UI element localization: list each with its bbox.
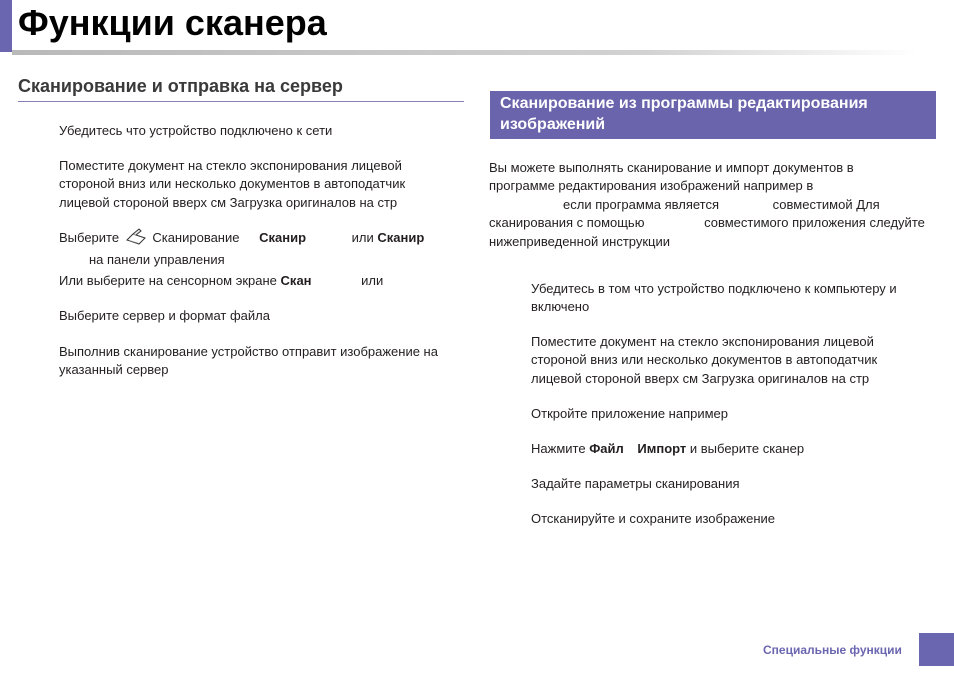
step-touchscreen [59,272,383,290]
title-divider [12,50,917,55]
text-fragment-bold: Импорт [637,441,687,456]
text-fragment: или [361,273,384,288]
text-line: указанный сервер [59,362,169,378]
step-open-app: Откройте приложение например [531,406,729,421]
text-fragment: или [351,230,374,245]
text-line: включено [531,299,590,315]
page-title: Функции сканера [18,2,327,43]
text-fragment: Или выберите на сенсорном экране [59,273,277,288]
heading-line: изображений [500,116,606,133]
text-fragment: сканирования с помощью [489,215,645,231]
text-fragment: Нажмите [531,441,586,456]
text-line: лицевой стороной вверх см Загрузка оригиналов на стр [59,194,398,210]
text-line: стороной вниз или несколько документов в автоподатчик [531,352,878,368]
heading-line: Сканирование из программы редактирования [500,95,868,112]
section-heading-image-editor [490,91,936,139]
text-line: Поместите документ на стекло экспонирования лицевой [531,334,874,349]
text-line: программе редактирования изображений например в [489,178,814,194]
step-select-scan [59,228,424,270]
text-fragment: совместимого приложения следуйте [704,215,925,231]
header-accent-bar [0,0,12,52]
text-fragment: совместимой Для [772,196,880,212]
page-number-box [919,633,954,666]
intro-paragraph [489,159,925,251]
step-place-document [59,157,405,212]
text-fragment: Сканирование [152,230,240,245]
text-line: лицевой стороной вверх см Загрузка оригиналов на стр [531,370,870,386]
step-check-network: Убедитесь что устройство подключено к сети [59,123,333,138]
section-divider [18,101,464,102]
text-fragment: если программа является [563,196,720,212]
text-fragment: и выберите сканер [689,441,805,456]
scanner-icon [125,228,147,251]
step-scan-save: Отсканируйте и сохраните изображение [531,511,776,526]
text-line: Убедитесь в том что устройство подключено к компьютеру и [531,281,897,296]
text-fragment-bold: Файл [589,441,624,456]
text-fragment: Выберите [59,230,120,245]
step-send-result [59,343,438,380]
section-heading-server: Сканирование и отправка на сервер [18,76,343,96]
text-line: Поместите документ на стекло экспонирования лицевой [59,158,402,173]
step-file-import [531,440,804,458]
text-line: на панели управления [89,252,225,268]
text-line: Выполнив сканирование устройство отправит изображение на [59,344,438,359]
text-line: Вы можете выполнять сканирование и импорт документов в [489,160,854,175]
step-place-document-2 [531,333,877,388]
text-line: стороной вниз или несколько документов в автоподатчик [59,176,406,192]
text-fragment-bold: Скан [280,273,312,288]
text-fragment-bold: Сканир [259,230,307,245]
step-set-params: Задайте параметры сканирования [531,476,740,491]
step-check-connection [531,280,897,317]
text-line: нижеприведенной инструкции [489,233,671,249]
text-fragment-bold: Сканир [377,230,425,245]
footer-section-link[interactable]: Специальные функции [763,643,902,657]
step-select-server: Выберите сервер и формат файла [59,308,270,323]
